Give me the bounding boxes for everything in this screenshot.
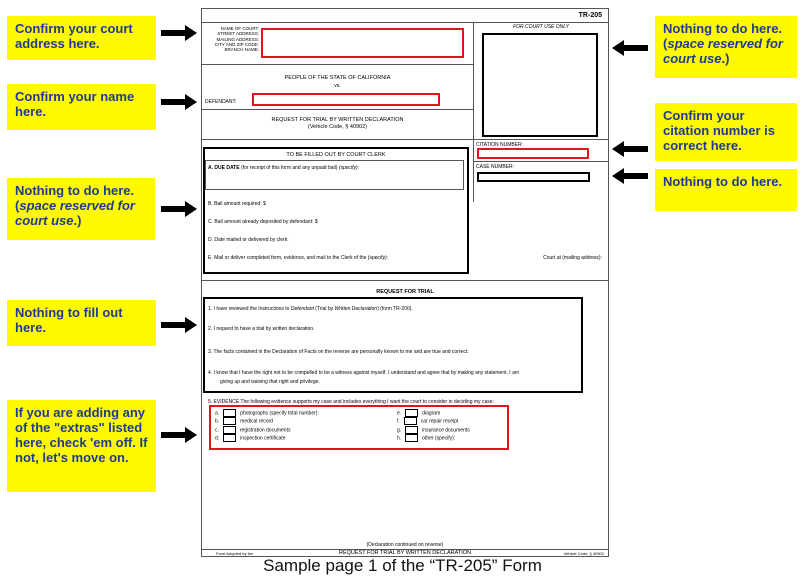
divider [202, 280, 608, 281]
checkbox[interactable] [405, 426, 418, 434]
figure-caption: Sample page 1 of the “TR-205” Form [263, 556, 542, 575]
defendant-label: DEFENDANT: [205, 99, 237, 105]
case-number-label: CASE NUMBER: [476, 164, 515, 170]
evidence-item[interactable]: f. car repair receipt [397, 418, 459, 425]
divider [202, 139, 608, 140]
court-at-label: Court at (mailing address): [543, 255, 602, 261]
callout-request-trial: Nothing to fill out here. [7, 300, 156, 346]
item-4-line-2: giving up and waiving that right and privilege. [220, 379, 320, 385]
case-number-box [477, 172, 590, 182]
evidence-item[interactable]: d. inspection certificate [215, 435, 286, 442]
request-heading: REQUEST FOR TRIAL [376, 289, 434, 295]
callout-court-use: Nothing to do here. (space reserved for court use.) [655, 16, 797, 78]
court-use-only-label: FOR COURT USE ONLY [513, 24, 569, 30]
divider [202, 22, 608, 23]
item-2: 2. I request to have a trial by written declaration. [208, 326, 315, 332]
checkbox[interactable] [223, 434, 236, 442]
arrow-left-icon [612, 141, 648, 157]
defendant-name-highlight [252, 93, 440, 106]
checkbox[interactable] [404, 417, 417, 425]
tr205-form-page [201, 8, 609, 557]
checkbox[interactable] [223, 426, 236, 434]
arrow-right-icon [161, 427, 197, 443]
callout-extras: If you are adding any of the "extras" listed here, check 'em off. If not, let's move on. [7, 400, 156, 492]
item-4-line-1: 4. I know that I have the right not to be compelled to be a witness against myself. I understand and agree that by making any statement, I am [208, 370, 520, 376]
form-title: REQUEST FOR TRIAL BY WRITTEN DECLARATION [271, 117, 404, 123]
arrow-left-icon [612, 40, 648, 56]
footer-title: REQUEST FOR TRIAL BY WRITTEN DECLARATION [338, 550, 472, 556]
callout-citation: Confirm your citation number is correct here. [655, 103, 797, 161]
checkbox[interactable] [223, 417, 236, 425]
continued-note: (Declaration continued on reverse) [366, 542, 444, 548]
citation-number-highlight [477, 148, 589, 159]
item-1: 1. I have reviewed the Instructions to Defendant (Trial by Written Declaration) (form TR-200). [208, 306, 413, 312]
footer-left: Form Adopted by the [216, 551, 254, 556]
evidence-item[interactable]: c. registration documents [215, 426, 291, 433]
evidence-item[interactable]: a. photographs (specify total number): [215, 410, 319, 417]
evidence-column-left [215, 409, 345, 442]
date-mailed-line: D. Date mailed or delivered by clerk: [208, 237, 289, 243]
vs-label: vs. [334, 83, 341, 89]
arrow-right-icon [161, 94, 197, 110]
divider [202, 64, 473, 65]
court-field-labels: NAME OF COURT: STREET ADDRESS: MAILING ADDRESS: CITY AND ZIP CODE: BRANCH NAME: [214, 26, 259, 53]
checkbox[interactable] [223, 409, 236, 417]
form-id: TR-205 [578, 12, 602, 19]
evidence-item[interactable]: g. insurance documents [397, 426, 470, 433]
arrow-left-icon [612, 168, 648, 184]
item-5: 5. EVIDENCE The following evidence supports my case and includes everything I want the court to consider in deciding my case: [208, 399, 494, 405]
due-date-line: A. DUE DATE (for receipt of this form and any unpaid bail) (specify): [208, 165, 360, 171]
checkbox[interactable] [405, 434, 418, 442]
mail-deliver-line: E. Mail or deliver completed form, evidence, and mail to the Clerk of the (specify): [208, 255, 389, 261]
evidence-item[interactable]: b. medical record [215, 418, 273, 425]
arrow-right-icon [161, 201, 197, 217]
bail-required-line: B. Bail amount required: $ [208, 201, 266, 207]
evidence-column-right [397, 409, 507, 442]
divider [473, 161, 608, 162]
people-label: PEOPLE OF THE STATE OF CALIFORNIA [284, 75, 391, 81]
form-code: (Vehicle Code, § 40902) [307, 124, 367, 130]
clerk-heading: TO BE FILLED OUT BY COURT CLERK [286, 152, 386, 158]
arrow-right-icon [161, 317, 197, 333]
divider [473, 22, 474, 202]
callout-name: Confirm your name here. [7, 84, 156, 130]
bail-deposited-line: C. Bail amount already deposited by defendant: $ [208, 219, 318, 225]
callout-case-number: Nothing to do here. [655, 169, 797, 211]
callout-clerk-area: Nothing to do here. (space reserved for court use.) [7, 178, 155, 240]
court-address-highlight [261, 28, 464, 58]
arrow-right-icon [161, 25, 197, 41]
evidence-item[interactable]: h. other (specify): [397, 435, 456, 442]
checkbox[interactable] [405, 409, 418, 417]
callout-court-address: Confirm your court address here. [7, 16, 156, 60]
item-3: 3. The facts contained in the Declaration of Facts on the reverse are personally known to me and are true and correct. [208, 349, 469, 355]
court-use-box [482, 33, 598, 137]
footer-right: Vehicle Code, § 40902 [563, 551, 604, 556]
evidence-item[interactable]: e. diagram [397, 410, 441, 417]
citation-label: CITATION NUMBER: [476, 142, 524, 148]
divider [202, 109, 473, 110]
